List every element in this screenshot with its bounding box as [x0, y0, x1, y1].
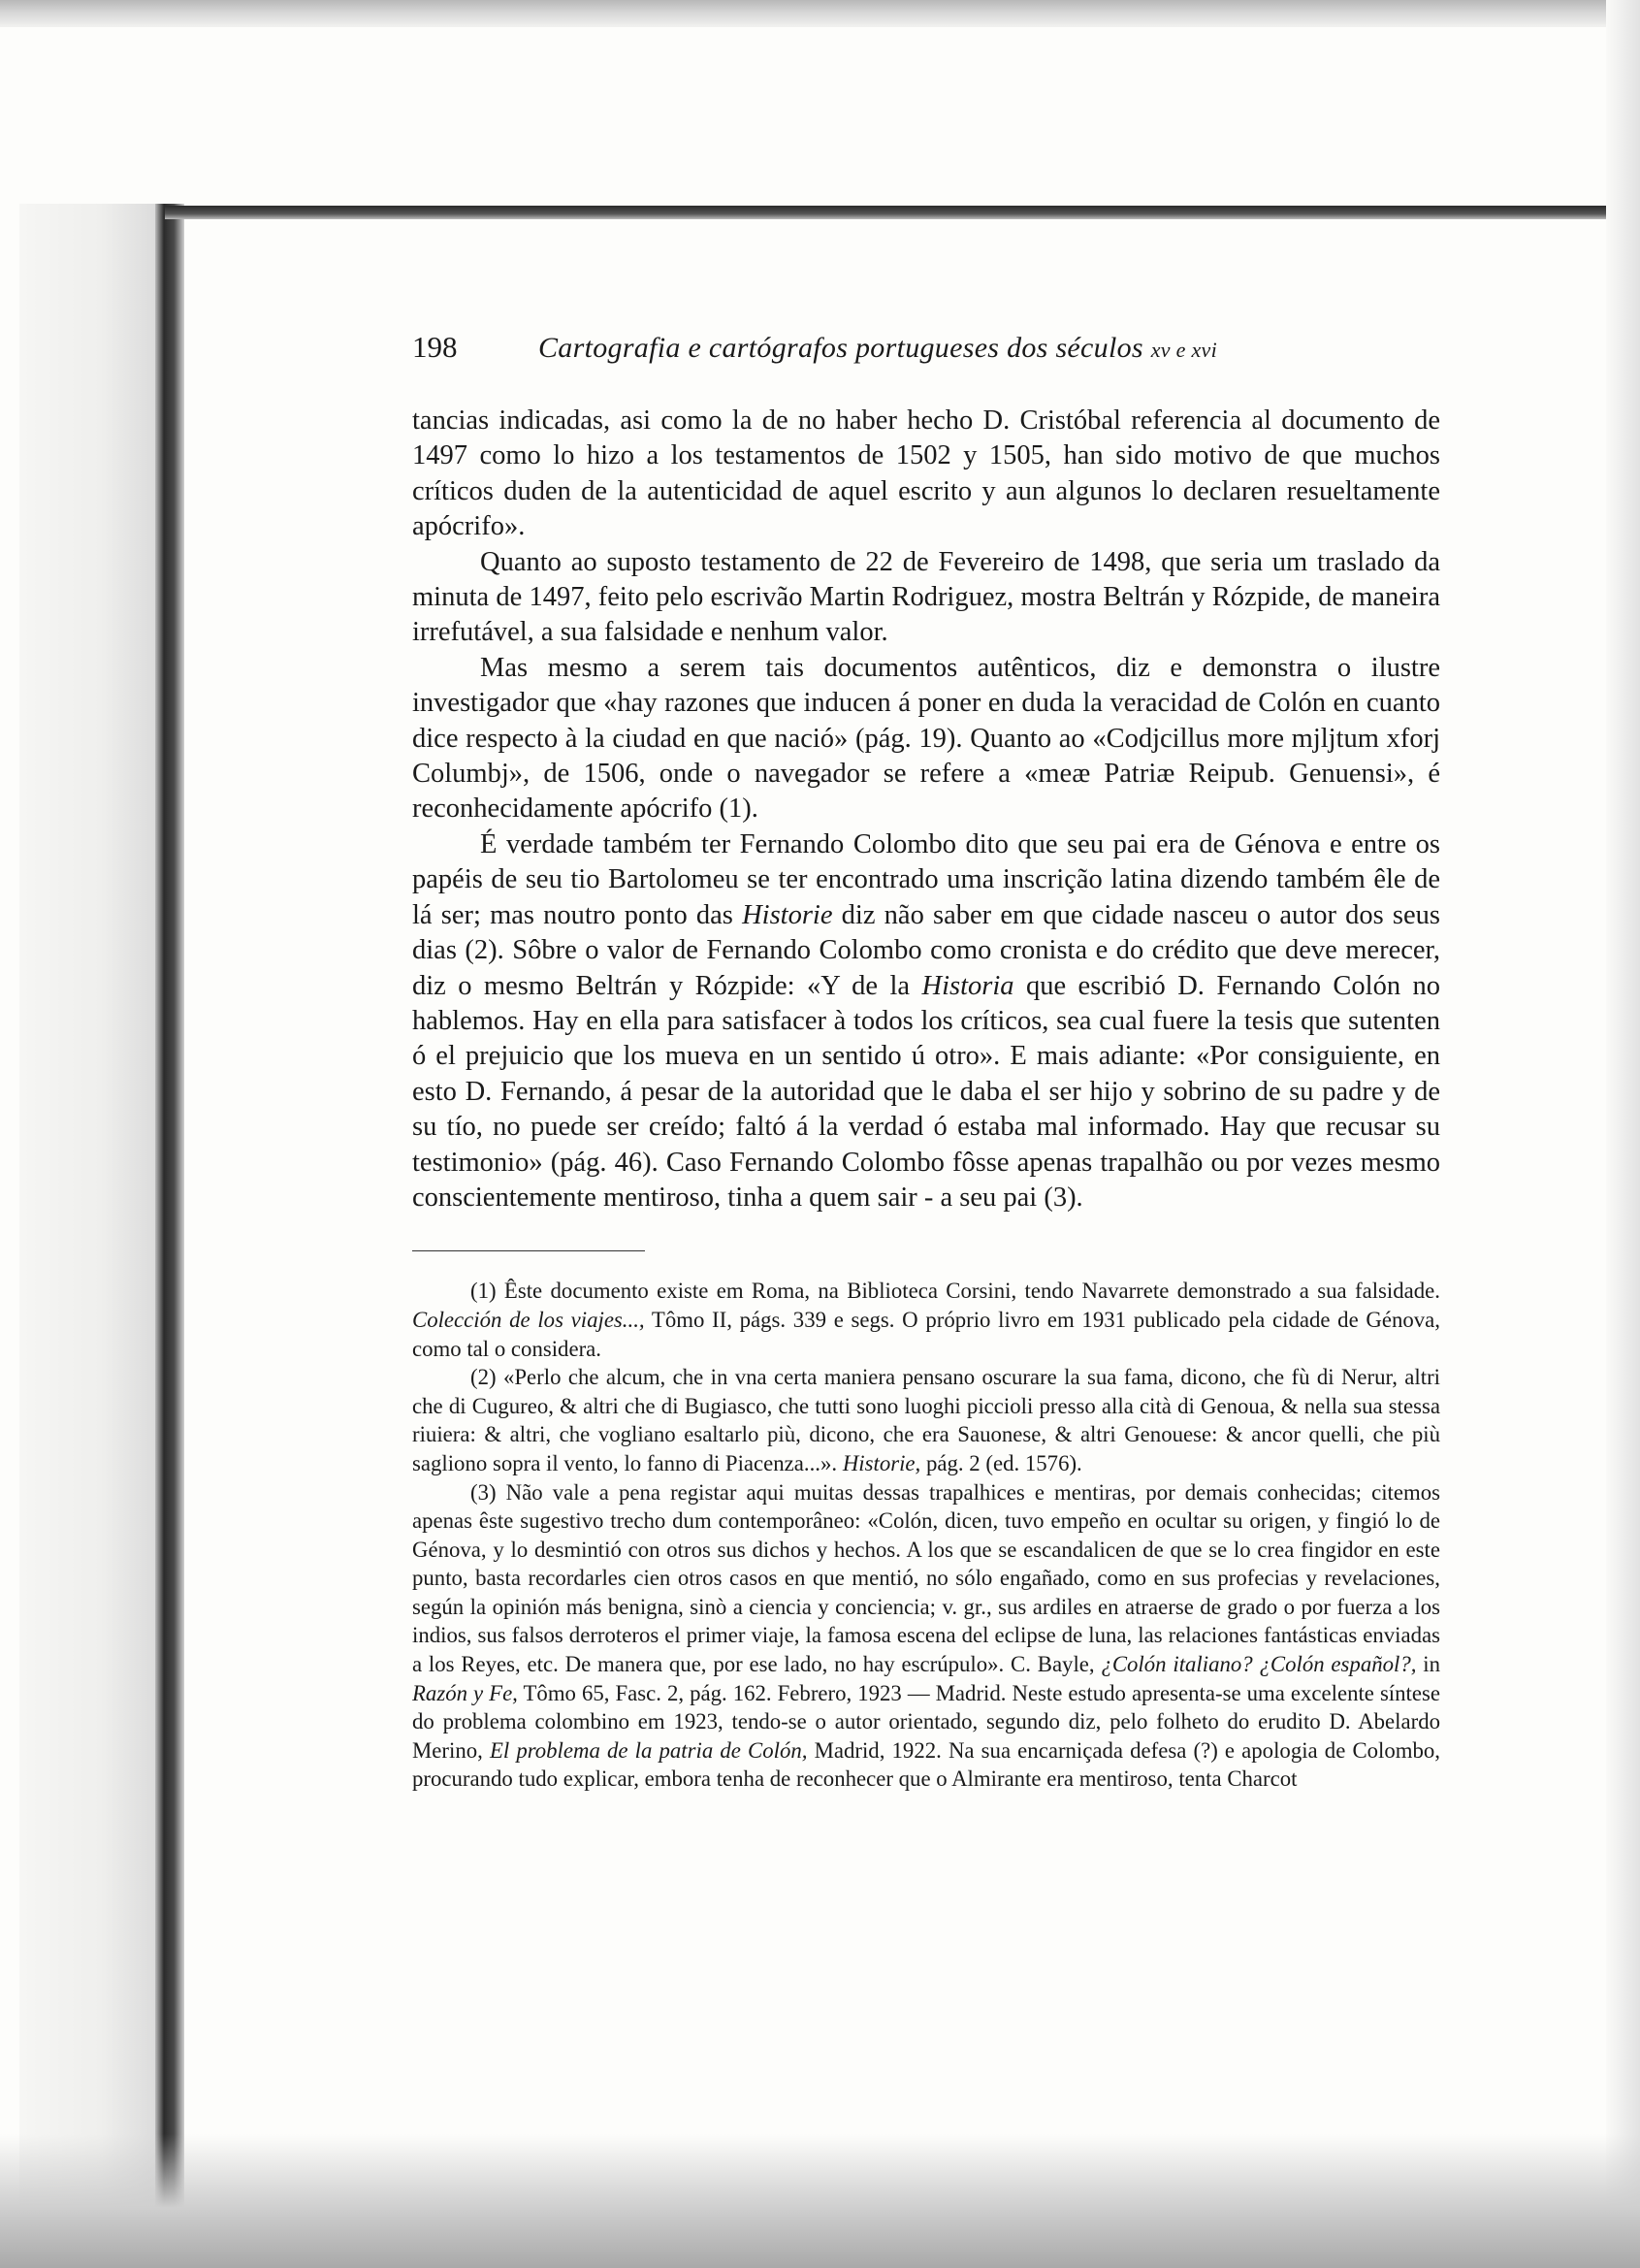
footnote-3-part-c: in: [1416, 1652, 1440, 1677]
page-top-edge: [165, 206, 1610, 219]
footnote-3-title-merino: El problema de la patria de Colón,: [489, 1737, 808, 1763]
footnote-2: [412, 1363, 1440, 1477]
paragraph-4-part-e: que escribió D. Fernando Colón no hablemos. Hay en ella para satisfacer à todos los críticos, sea cual fuere la tesis que sutenten ó el prejuicio que los mueva en un sentido ú otro». E mais adiante: «Por consiguiente, en esto D. Fernando, á pesar de la autoridad que le daba el ser hijo y sobrino de su padre y de su tío, no puede ser creído; faltó á la verdad ó estaba mal informado. Hay que recusar su testimonio» (pág. 46). Caso Fernando Colombo fôsse apenas trapalhão ou por vezes mesmo conscientemente mentiroso, tinha a quem sair - a seu pai (3).: [412, 970, 1440, 1213]
running-title-centuries: xv e xvi: [1150, 338, 1218, 362]
footnote-3-journal: Razón y Fe,: [412, 1680, 518, 1705]
footnote-3-part-e: Tômo 65, Fasc. 2, pág. 162. Febrero, 1923 — Madrid. Neste estudo apresenta-se uma excelente síntese do problema colombino em 1923, tendo-se o autor orientado, segundo diz, pelo folheto do erudito D. Abelardo Merino,: [412, 1680, 1440, 1763]
binding-edge: [155, 204, 184, 2268]
running-title: [538, 332, 1217, 365]
footnote-3-part-g: Madrid, 1922. Na sua encarniçada defesa (?) e apologia de Colombo, procurando tudo explicar, embora tenha de reconhecer que o Almirante era mentiroso, tenta Charcot: [412, 1737, 1441, 1792]
footnote-3-title-bayle: ¿Colón italiano? ¿Colón español?,: [1101, 1652, 1417, 1677]
scan-shadow-left: [19, 204, 155, 2268]
paragraph-4-title-historie: Historie: [742, 899, 833, 930]
footnote-2-title: Historie,: [842, 1450, 921, 1475]
page-number: 198: [412, 330, 458, 364]
footnote-2-part-a: (2) «Perlo che alcum, che in vna certa maniera pensano oscurare la sua fama, dicono, che fù di Nerur, altri che di Cugureo, & altri che di Bugiasco, che tutti sono luoghi piccioli presso alla cità di Genoua, & nella sua stessa riuiera: & altri, che vogliano esaltarlo più, dicono, che era Sauonese, & altri Genouese: & ancor quelli, che più sagliono sopra il vento, lo fanno di Piacenza...».: [412, 1365, 1440, 1475]
footnote-2-part-c: pág. 2 (ed. 1576).: [920, 1450, 1082, 1475]
footnote-1-title: Colección de los viajes...,: [412, 1307, 645, 1332]
footnote-separator: [412, 1250, 645, 1251]
footnote-1-part-c: Tômo II, págs. 339 e segs. O próprio livro em 1931 publicado pela cidade de Génova, como tal o considera.: [412, 1307, 1440, 1361]
paragraph-4-part-c: diz não saber em que cidade nasceu o autor dos seus dias (2). Sôbre o valor de Fernando Colombo como cronista e do crédito que deve merecer, diz o mesmo Beltrán y Rózpide: «Y de la: [412, 899, 1440, 1001]
scan-shadow-bottom: [0, 2134, 1640, 2268]
footnote-3-part-a: (3) Não vale a pena registar aqui muitas dessas trapalhices e mentiras, por demais conhecidas; citemos apenas êste sugestivo trecho dum contemporâneo: «Colón, dicen, tuvo empeño en ocultar su origen, y fingió lo de Génova, y lo desmintió con otros sus dichos y hechos. A los que se escandalicen de que se lo crea fingidor en este punto, basta recordarles cien otros casos en que mentió, no sólo engañado, como en sus profecias y revelaciones, según la opinión más benigna, sinò a ciencia y conciencia; v. gr., sus ardiles en atraerse de grado o por fuerza a los indios, sus falsos derroteros el primer viaje, la famosa escena del eclipse de luna, las relaciones fantásticas enviadas a los Reyes, etc. De manera que, por ese lado, no hay escrúpulo». C. Bayle,: [412, 1479, 1440, 1677]
footnote-1: [412, 1277, 1440, 1363]
main-text: [412, 404, 1440, 1215]
footnote-1-part-a: (1) Êste documento existe em Roma, na Biblioteca Corsini, tendo Navarrete demonstrado a sua falsidade.: [470, 1279, 1440, 1304]
footnotes: [412, 1277, 1440, 1794]
paragraph-2: Quanto ao suposto testamento de 22 de Fevereiro de 1498, que seria um traslado da minuta de 1497, feito pelo escrivão Martin Rodriguez, mostra Beltrán y Rózpide, de maneira irrefutável, a sua falsidade e nenhum valor.: [412, 546, 1440, 648]
footnote-3: [412, 1478, 1440, 1795]
page-header: [412, 330, 1440, 388]
paragraph-4-title-historia: Historia: [921, 970, 1014, 1001]
book-page: [412, 330, 1440, 1794]
scan-shadow-right: [1606, 0, 1640, 2268]
paragraph-3: Mas mesmo a serem tais documentos autênticos, diz e demonstra o ilustre investigador que «hay razones que inducen á poner en duda la veracidad de Colón en cuanto dice respecto à la ciudad en que nació» (pág. 19). Quanto ao «Codjcillus more mjljtum xforj Columbj», de 1506, onde o navegador se refere a «meæ Patriæ Reipub. Genuensi», é reconhecidamente apócrifo (1).: [412, 652, 1440, 825]
paragraph-4: [412, 827, 1440, 1215]
paragraph-1: tancias indicadas, asi como la de no haber hecho D. Cristóbal referencia al documento de 1497 como lo hizo a los testamentos de 1502 y 1505, han sido motivo de que muchos críticos duden de la autenticidad de aquel escrito y aun algunos lo declaren resueltamente apócrifo».: [412, 405, 1440, 542]
scan-shadow-top: [0, 0, 1640, 27]
running-title-text: Cartografia e cartógrafos portugueses dos séculos: [538, 332, 1143, 364]
paragraph-4-part-a: É verdade também ter Fernando Colombo dito que seu pai era de Génova e entre os papéis de seu tio Bartolomeu se ter encontrado uma inscrição latina dizendo também êle de lá ser; mas noutro ponto das: [412, 828, 1440, 930]
